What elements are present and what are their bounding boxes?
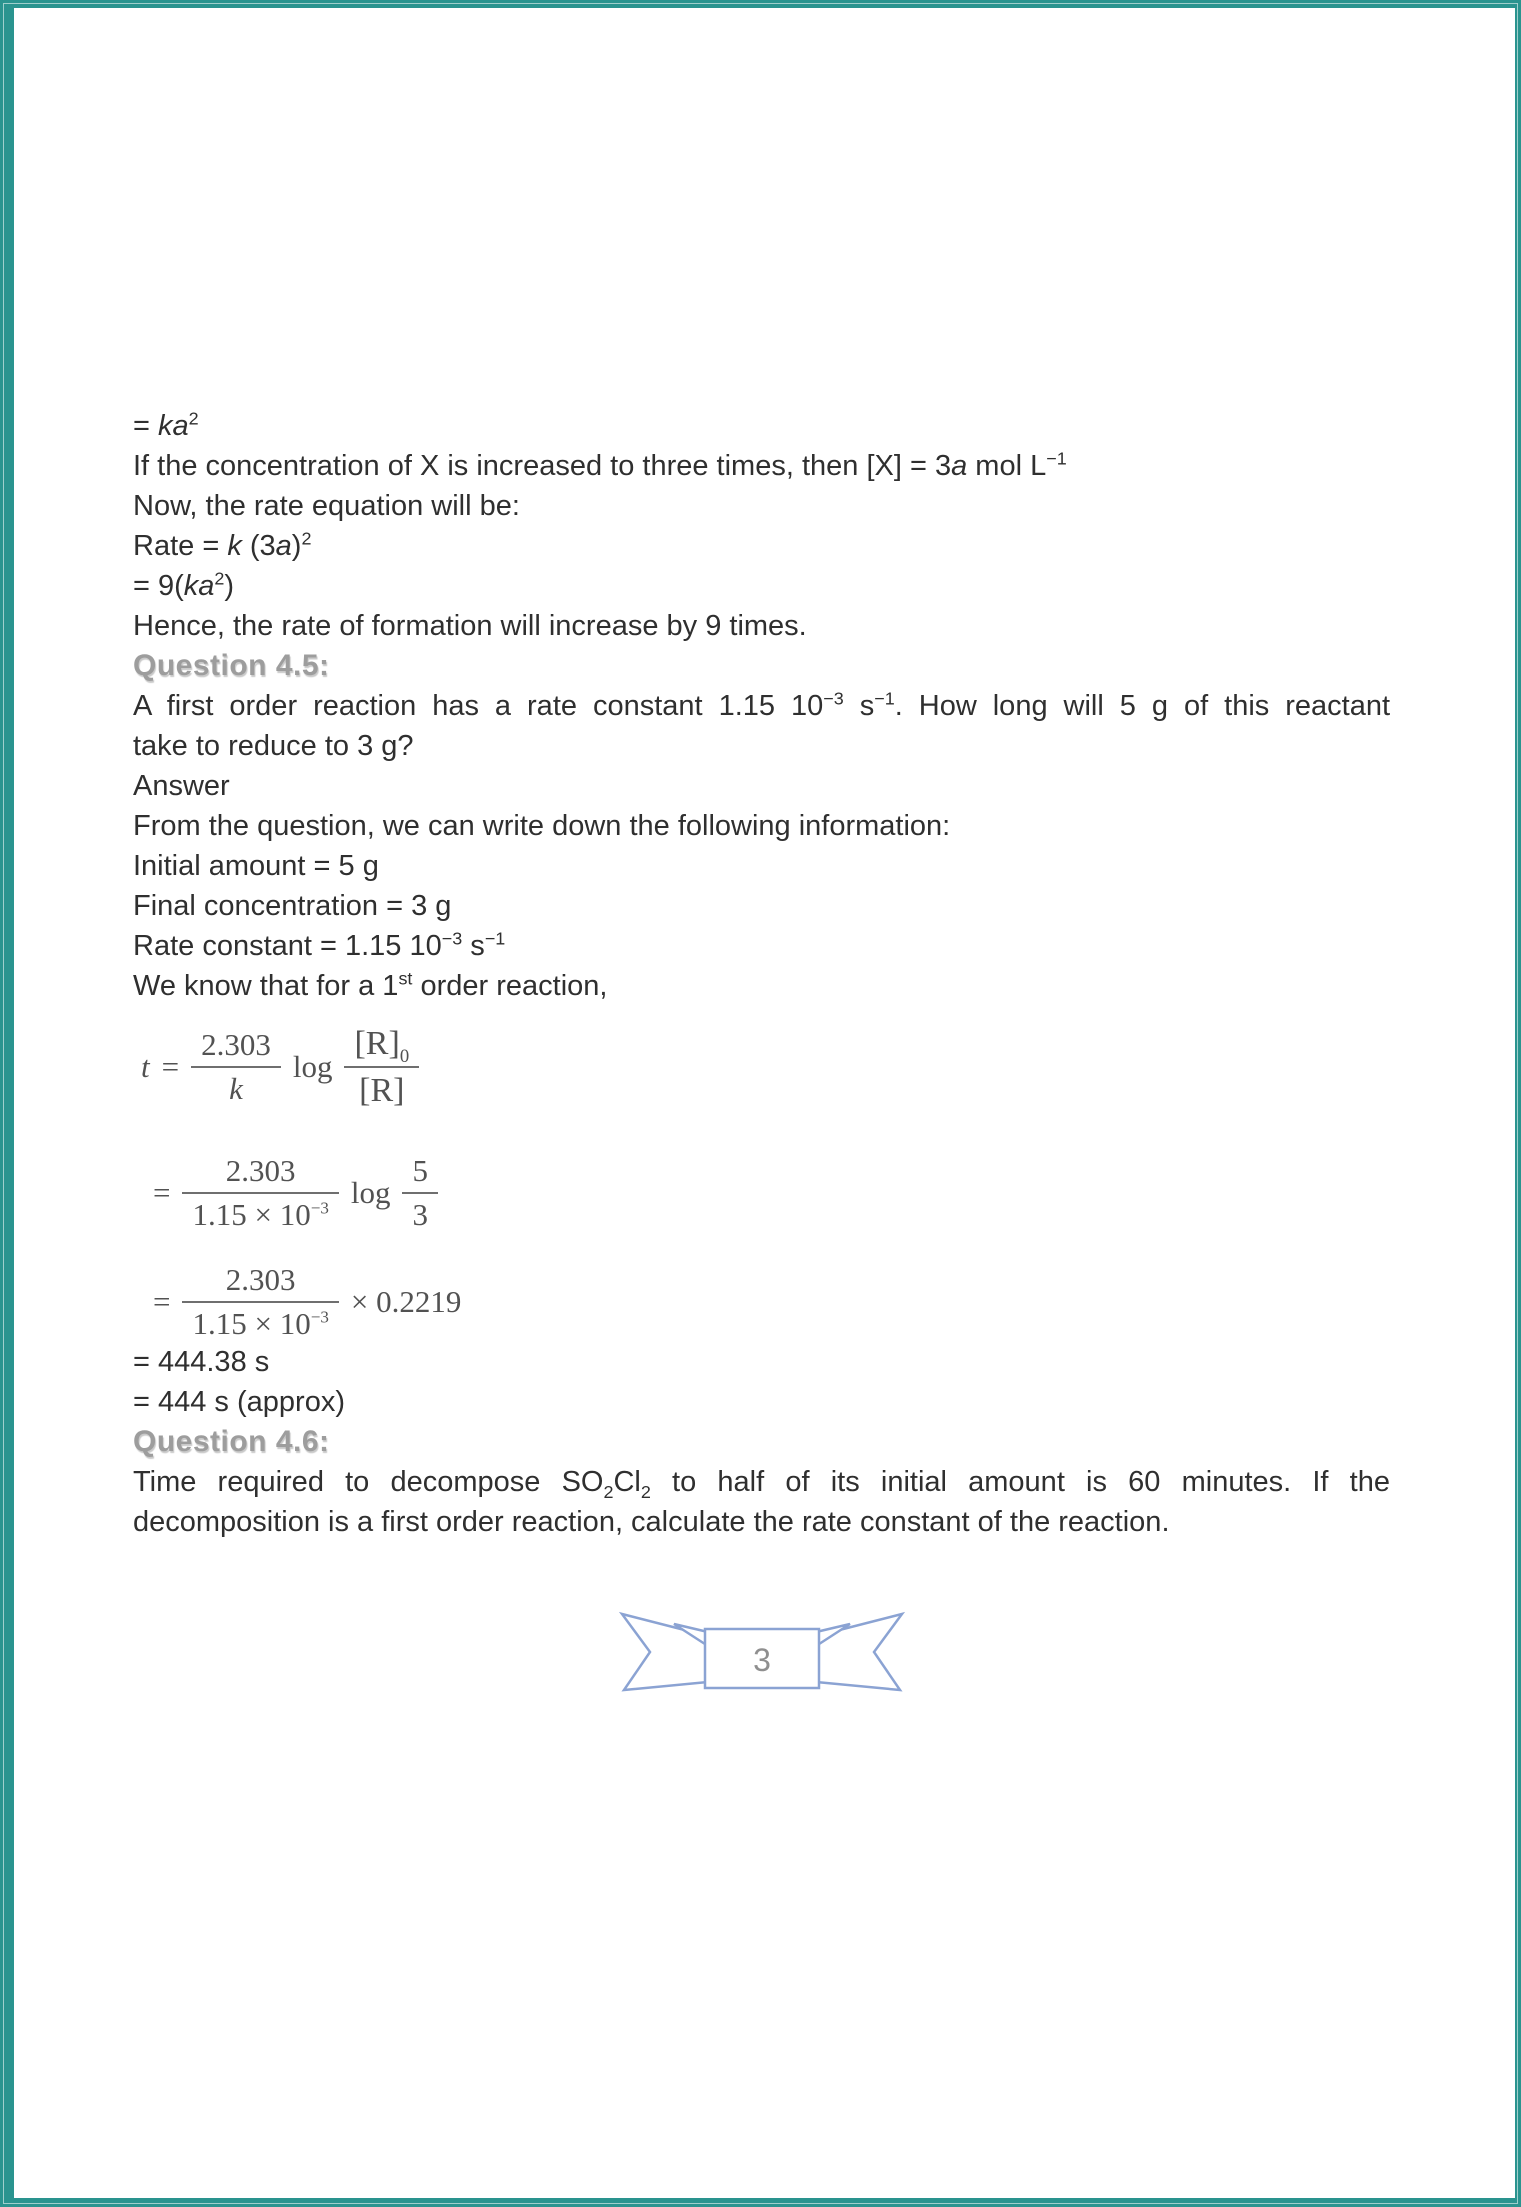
formula-times-02219: [153, 1262, 1390, 1341]
equals-sign: =: [161, 1049, 180, 1085]
hence-conclusion-line: Hence, the rate of formation will increase by 9 times.: [133, 610, 807, 642]
question-4-6-text-line2: decomposition is a first order reaction, calculate the rate constant of the reaction.: [133, 1505, 1170, 1538]
fraction-2303-over-k: $\frac{2.303}{k}$: [191, 1027, 281, 1106]
first-order-know-line: We know that for a 1st order reaction,: [133, 968, 608, 1002]
fraction-r0-over-r: $\frac{[R]_0}{[R]}$: [344, 1024, 419, 1110]
rate-equation-line: Rate = k $(3a)^2$: [133, 528, 312, 562]
nine-ka-squared-line: = $9(ka^2)$: [133, 568, 235, 602]
fraction-5-over-3: $\frac{5}{3}$: [402, 1153, 438, 1232]
result-444-38: = 444.38 s: [133, 1345, 270, 1378]
info-intro-line: From the question, we can write down the following information:: [133, 810, 951, 842]
question-4-5-heading: Question 4.5:: [133, 649, 330, 682]
question-4-6-heading: Question 4.6:: [133, 1424, 330, 1458]
question-4-5-text-line1: A first order reaction has a rate constant 1.15 $10^{-3}$ $s^{-1}$. How long will 5 g of this reactant: [133, 688, 1391, 722]
question-4-6-text-line1: Time required to decompose $SO_2Cl_2$ to half of its initial amount is 60 minutes. If the: [133, 1465, 1390, 1502]
log-label: log: [350, 1175, 391, 1210]
page-number: 3: [752, 1641, 771, 1678]
rate-equation-intro: Now, the rate equation will be:: [133, 490, 520, 522]
question-4-5-text-line2: take to reduce to 3 g?: [133, 730, 414, 762]
initial-amount-line: Initial amount = 5 g: [133, 850, 379, 882]
page-body: [14, 8, 1515, 2198]
equals-sign: =: [153, 1175, 171, 1210]
equation-ka-squared: = $ka^2$: [133, 408, 199, 442]
concentration-line: If the concentration of X is increased to three times, then [X] = 3a mol $L^{-1}$: [133, 448, 1067, 482]
page-content: [14, 8, 1515, 1712]
equals-sign: =: [153, 1284, 171, 1320]
formula-t-variable: t: [141, 1049, 150, 1085]
formula-first-order-law: [141, 1024, 1390, 1110]
page-number-ribbon: [133, 1602, 1390, 1712]
ribbon-banner-icon: [612, 1602, 912, 1712]
rate-constant-line: Rate constant = 1.15 $10^{-3}$ $s^{-1}$: [133, 928, 506, 962]
log-label: log: [292, 1049, 333, 1085]
times-02219-term: × 0.2219: [350, 1284, 462, 1320]
fraction-2303-over-rate-constant: $\frac{2.303}{1.15 \times 10^{-3}}$: [182, 1153, 338, 1232]
answer-label: Answer: [133, 770, 230, 802]
final-concentration-line: Final concentration = 3 g: [133, 890, 452, 922]
result-444-approx: = 444 s (approx): [133, 1385, 345, 1418]
fraction-2303-over-rate-constant: $\frac{2.303}{1.15 \times 10^{-3}}$: [182, 1262, 338, 1341]
formula-substituted-log: [153, 1153, 1390, 1232]
